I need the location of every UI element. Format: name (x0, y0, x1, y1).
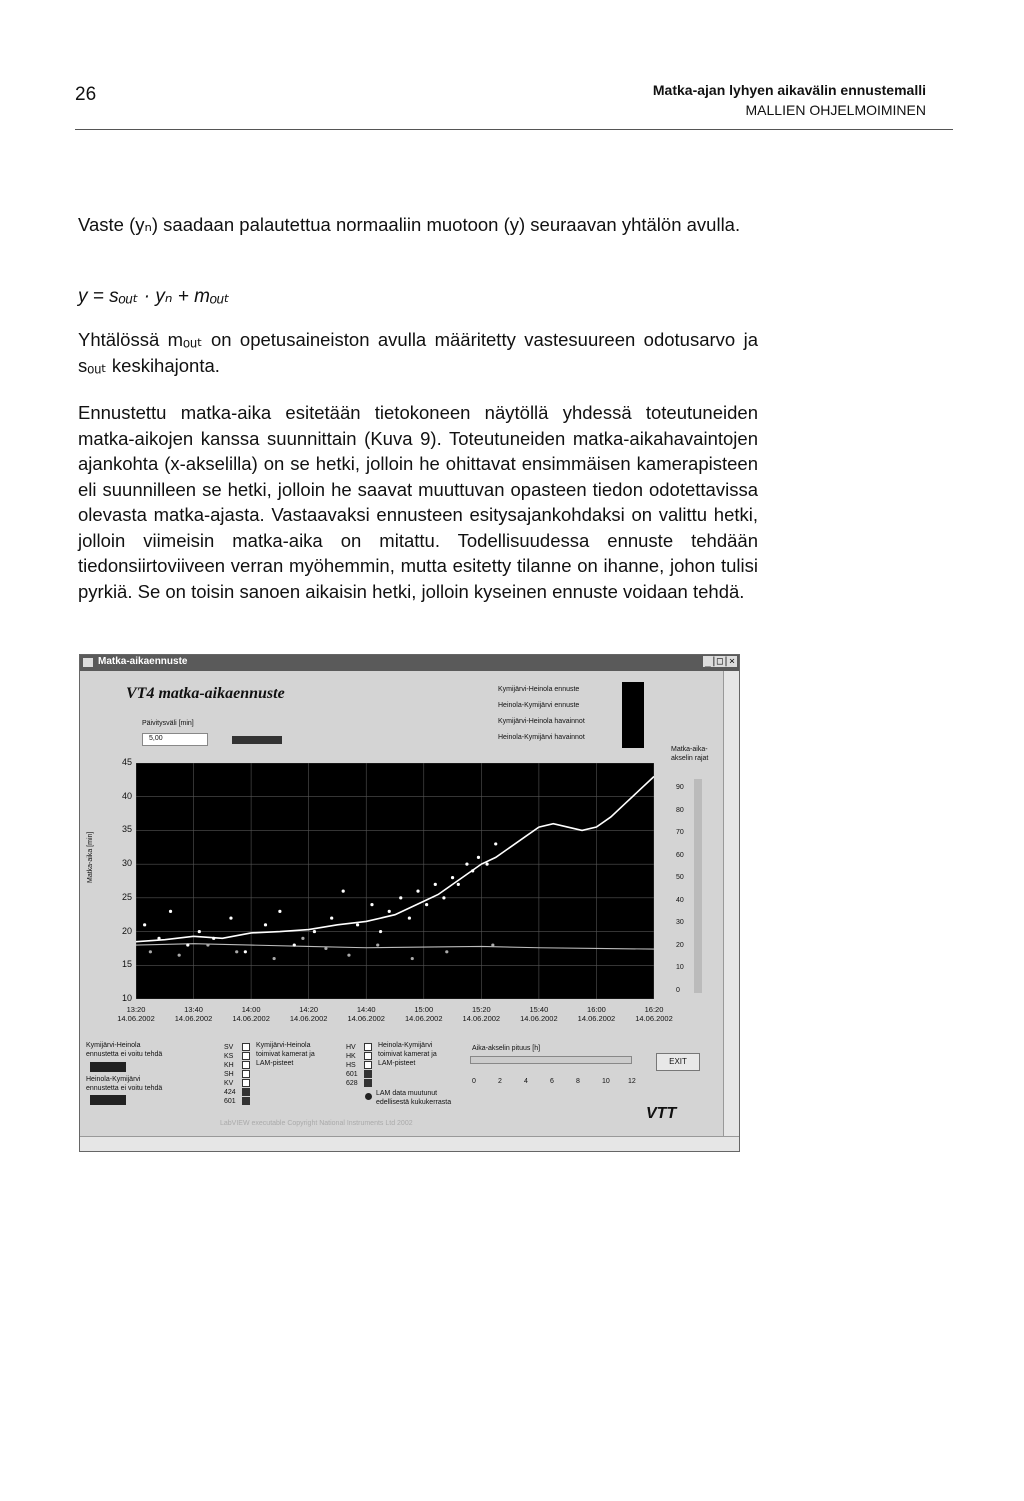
series-point-2-25 (457, 883, 460, 886)
series-point-3-7 (347, 954, 350, 957)
code-label: 424 (224, 1089, 236, 1096)
code-label: 628 (346, 1080, 358, 1087)
series-point-2-14 (356, 923, 359, 926)
app-title: VT4 matka-aikaennuste (126, 685, 285, 702)
vtt-logo: VTT (646, 1105, 677, 1122)
exit-button[interactable]: EXIT (656, 1053, 700, 1071)
series-point-2-13 (342, 890, 345, 893)
side-scale-tick: 70 (676, 829, 684, 836)
series-point-3-0 (149, 950, 152, 953)
horizontal-scrollbar[interactable] (80, 1136, 739, 1151)
running-subtitle: MALLIEN OHJELMOIMINEN (745, 102, 926, 118)
legend-item-4: Heinola-Kymijärvi havainnot (498, 734, 585, 741)
series-point-3-5 (301, 937, 304, 940)
series-point-3-9 (411, 957, 414, 960)
code-lamp (242, 1097, 250, 1105)
series-point-2-22 (434, 883, 437, 886)
y-axis-label: Matka-aika [min] (87, 831, 94, 883)
y-tick-label: 45 (121, 757, 132, 767)
series-point-2-26 (465, 863, 468, 866)
side-scale-tick: 30 (676, 919, 684, 926)
series-point-3-11 (491, 943, 494, 946)
side-scale-tick: 10 (676, 964, 684, 971)
series-point-2-5 (212, 937, 215, 940)
code-lamp (364, 1061, 372, 1069)
codes-2-label: Heinola-Kymijärvi toimivat kamerat ja LAM-pisteet (378, 1042, 437, 1067)
paragraph-1: Vaste (yₙ) saadaan palautettua normaaliin muotoon (y) seuraavan yhtälön avulla. (78, 214, 741, 235)
interval-label: Päivitysväli [min] (142, 720, 194, 727)
paragraph-2: Yhtälössä mₒᵤₜ on opetusaineiston avulla määritetty vastesuureen odotusarvo ja sₒᵤₜ keskihajonta. (78, 329, 758, 376)
side-scale-tick: 20 (676, 941, 684, 949)
series-point-3-3 (235, 950, 238, 953)
side-scale-tick: 80 (676, 806, 684, 814)
code-label: SH (224, 1071, 234, 1078)
side-scale-tick: 50 (676, 874, 684, 881)
axis-length-tick: 6 (550, 1078, 554, 1085)
code-label: KV (224, 1080, 234, 1087)
code-lamp (364, 1052, 372, 1060)
app-icon (83, 658, 93, 667)
side-scale-tick: 0 (676, 986, 680, 994)
x-tick-label: 15:00 14.06.2002 (404, 1005, 443, 1023)
x-tick-label: 15:20 14.06.2002 (462, 1005, 501, 1023)
series-point-2-3 (186, 943, 189, 946)
y-tick-label: 35 (121, 824, 132, 835)
series-point-2-28 (477, 856, 480, 859)
legend-item-1: Kymijärvi-Heinola ennuste (498, 686, 580, 693)
warning-label-1: Kymijärvi-Heinola ennustetta ei voitu tehdä (86, 1042, 163, 1058)
series-point-2-0 (143, 923, 146, 926)
window-titlebar (80, 655, 739, 671)
code-lamp (242, 1079, 250, 1087)
axis-length-slider[interactable] (470, 1056, 632, 1064)
x-tick-label: 14:00 14.06.2002 (232, 1005, 270, 1023)
series-point-2-11 (313, 930, 316, 933)
axis-length-tick: 4 (524, 1078, 528, 1085)
series-point-3-2 (206, 943, 209, 946)
warning-label-2: Heinola-Kymijärvi ennustetta ei voitu tehdä (86, 1076, 163, 1092)
paragraph-3: Ennustettu matka-aika esitetään tietokoneen näytöllä yhdessä toteutuneiden matka-aikojen kanssa suunnittain (Kuva 9). Toteutuneiden matka-aikahavaintojen ajankohta (x-akselilla) on se hetki, jolloin he ohittavat ensimmäisen kamerapisteen eli suunnilleen se hetki, jolloin he saavat muuttuvan opasteen tiedon odotettavissa olevasta matka-ajasta. Vastaavaksi ennusteen esitysajankohdaksi on valittu hetki, jolloin viimeisin matka-aika on mitattu. Todellisuudessa ennuste tehdään tiedonsiirtoviiveen verran myöhemmin, mutta esitetty tilanne on ihanne, johon tulisi pyrkiä. Se on toisin sanoen aikaisin hetki, jolloin kyseinen ennuste voidaan tehdä. (78, 402, 758, 602)
legend-item-2: Heinola-Kymijärvi ennuste (498, 702, 580, 709)
series-point-2-30 (494, 842, 497, 845)
x-tick-label: 13:40 14.06.2002 (174, 1005, 213, 1023)
axis-length-tick: 10 (602, 1078, 610, 1085)
lam-note: LAM data muutunut edellisestä kukukerrasta (376, 1090, 452, 1106)
x-tick-label: 14:20 14.06.2002 (289, 1005, 328, 1023)
y-tick-label: 30 (121, 858, 132, 869)
code-label: HS (346, 1062, 356, 1069)
series-point-2-2 (169, 910, 172, 913)
window-controls[interactable]: _|□|× (704, 656, 735, 667)
code-label: HV (346, 1044, 356, 1051)
code-lamp (242, 1088, 250, 1096)
x-tick-label: 13:20 14.06.2002 (117, 1005, 155, 1023)
series-point-2-18 (399, 896, 402, 899)
formula: y = sₒᵤₜ · yₙ + mₒᵤₜ (78, 286, 230, 307)
app-window (79, 654, 740, 1152)
series-point-2-27 (471, 869, 474, 872)
series-point-2-12 (330, 916, 333, 919)
running-header (653, 80, 926, 120)
series-line-0 (136, 776, 654, 941)
codes-1-label: Kymijärvi-Heinola toimivat kamerat ja LAM-pisteet (256, 1042, 315, 1067)
series-point-3-10 (445, 950, 448, 953)
axis-length-label: Aika-akselin pituus [h] (472, 1045, 541, 1052)
series-point-2-16 (379, 930, 382, 933)
travel-time-chart (136, 763, 654, 999)
code-label: 601 (346, 1071, 358, 1078)
y-tick-label: 20 (121, 925, 132, 936)
y-tick-label: 10 (121, 993, 132, 1003)
code-lamp (242, 1061, 250, 1069)
warning-lamp-1 (90, 1062, 126, 1072)
countdown-bar (232, 736, 282, 744)
series-point-2-17 (388, 910, 391, 913)
labview-footer: LabVIEW executable Copyright National Instruments Ltd 2002 (220, 1120, 413, 1127)
figure-caption (78, 1178, 798, 1308)
axis-length-tick: 2 (498, 1078, 502, 1085)
series-point-2-4 (198, 930, 201, 933)
window-title: Matka-aikaennuste (98, 656, 188, 667)
y-tick-label: 40 (121, 790, 132, 801)
legend-swatches (622, 682, 644, 748)
running-title: Matka-ajan lyhyen aikavälin ennustemalli (652, 82, 926, 98)
code-label: KH (224, 1062, 234, 1069)
code-lamp (242, 1052, 250, 1060)
code-label: KS (224, 1053, 234, 1060)
series-point-2-15 (370, 903, 373, 906)
series-point-2-24 (451, 876, 454, 879)
axis-length-tick: 8 (576, 1078, 580, 1085)
series-line-1 (136, 944, 654, 949)
series-point-3-6 (324, 947, 327, 950)
side-scale-tick: 90 (676, 784, 684, 791)
lam-indicator-icon (365, 1093, 372, 1100)
series-point-2-7 (244, 950, 247, 953)
code-label: SV (224, 1044, 234, 1051)
y-tick-label: 25 (121, 891, 132, 902)
code-lamp (242, 1043, 250, 1051)
x-tick-label: 14:40 14.06.2002 (347, 1005, 385, 1023)
side-scale-label: Matka-aika-akselin rajat (671, 746, 709, 762)
series-point-3-8 (376, 943, 379, 946)
series-point-3-1 (178, 954, 181, 957)
side-scale-slider[interactable] (694, 779, 702, 993)
code-lamp (364, 1043, 372, 1051)
y-tick-label: 15 (121, 959, 132, 970)
x-tick-label: 16:00 14.06.2002 (577, 1005, 616, 1023)
vertical-scrollbar[interactable] (723, 671, 739, 1141)
side-scale-tick: 60 (676, 851, 684, 859)
x-tick-label: 16:20 14.06.2002 (635, 1005, 673, 1023)
series-point-2-1 (157, 937, 160, 940)
series-point-2-21 (425, 903, 428, 906)
axis-length-tick: 0 (472, 1078, 476, 1085)
code-label: 601 (224, 1098, 236, 1105)
series-point-2-23 (442, 896, 445, 899)
axis-length-tick: 12 (628, 1078, 636, 1085)
code-label: HK (346, 1053, 356, 1060)
series-point-2-8 (264, 923, 267, 926)
series-point-2-9 (278, 910, 281, 913)
series-point-2-10 (293, 943, 296, 946)
series-point-2-29 (485, 863, 488, 866)
page-number: 26 (75, 84, 97, 105)
code-lamp (364, 1079, 372, 1087)
series-point-2-20 (416, 890, 419, 893)
interval-input[interactable]: 5,00 (142, 733, 208, 746)
series-point-3-4 (273, 957, 276, 960)
side-scale-tick: 40 (676, 896, 684, 904)
series-point-2-19 (408, 916, 411, 919)
code-lamp (242, 1070, 250, 1078)
header-rule (75, 129, 953, 130)
series-point-2-6 (229, 916, 232, 919)
warning-lamp-2 (90, 1095, 126, 1105)
legend-item-3: Kymijärvi-Heinola havainnot (498, 718, 585, 725)
x-tick-label: 15:40 14.06.2002 (520, 1005, 558, 1023)
code-lamp (364, 1070, 372, 1078)
